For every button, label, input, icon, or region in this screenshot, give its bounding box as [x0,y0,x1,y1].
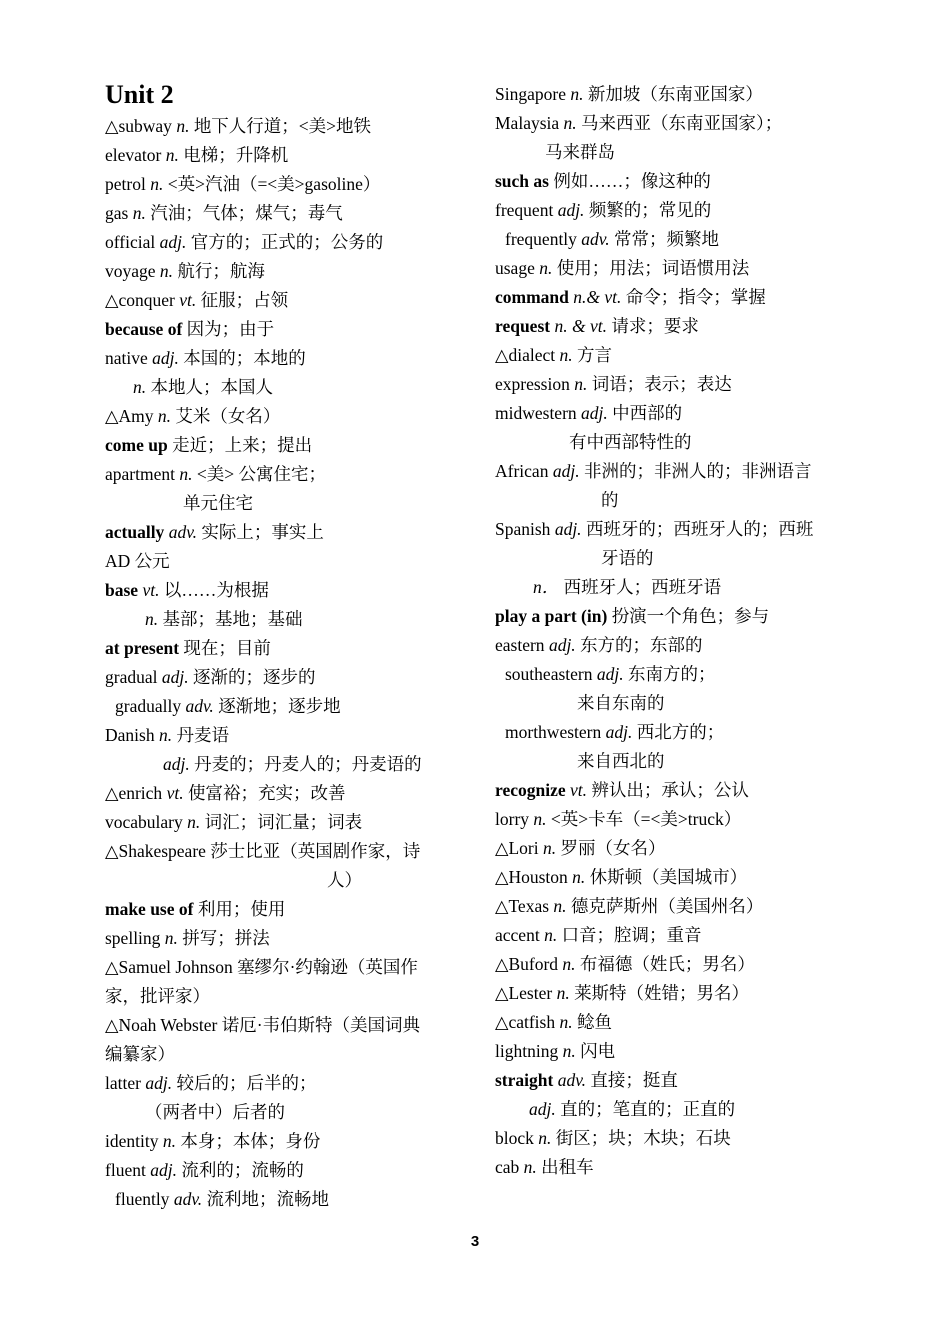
entry-pos: n. [159,261,174,281]
entry-word: Malaysia [495,113,560,133]
entry-meaning: 口音；腔调；重音 [561,925,702,945]
entry-meaning: 官方的；正式的；公务的 [190,232,384,252]
entry-pos: adv. [168,522,198,542]
vocab-entry [495,1037,865,1066]
entry-meaning: 本国的；本地的 [183,348,306,368]
vocab-entry [495,254,865,283]
entry-word: △Houston [495,867,568,887]
vocab-entry [495,1124,865,1153]
entry-word: Spanish [495,519,551,539]
entry-word: vocabulary [105,812,183,832]
entry-word: eastern [495,635,545,655]
entry-pos: adv. [185,696,214,716]
entry-word: official [105,232,156,252]
entry-word: usage [495,258,535,278]
entry-word: gradual [105,667,158,687]
vocab-entry [105,837,475,866]
entry-word: petrol [105,174,146,194]
entry-pos: n. [162,1131,176,1151]
vocab-entry [495,602,865,631]
entry-meaning: 诺厄·韦伯斯特（美国词典 [221,1015,421,1035]
entry-meaning: 非洲的；非洲人的；非洲语言 [583,461,812,481]
entry-pos: n. [538,1128,552,1148]
entry-pos: vt. [179,290,197,310]
entry-meaning: 单元住宅 [183,493,253,513]
vocab-entry [105,286,475,315]
entry-pos: adj. [554,519,582,539]
entry-word: expression [495,374,570,394]
entry-word: △dialect [495,345,556,365]
unit-title: Unit 2 [105,80,174,109]
vocab-entry [495,515,865,544]
entry-meaning: 街区；块；木块；石块 [555,1128,731,1148]
entry-pos: n. [553,896,567,916]
entry-pos: n. [132,203,146,223]
vocab-entry [105,663,475,692]
vocab-entry [495,109,865,138]
vocab-entry [105,402,475,431]
vocab-entry [105,170,475,199]
entry-meaning: 直接；挺直 [590,1070,678,1090]
vocab-entry [495,457,865,486]
entry-meaning: 利用；使用 [197,899,286,919]
entry-word: cab [495,1157,520,1177]
vocab-entry [105,141,475,170]
entry-word: gas [105,203,129,223]
entry-pos: n. [559,345,573,365]
entry-word: because of [105,319,183,339]
entry-meaning: 实际上；事实上 [201,522,324,542]
vocab-entry [495,370,865,399]
entry-meaning: 牙语的 [601,548,654,568]
entry-meaning: 逐渐地；逐步地 [218,696,341,716]
vocab-entry [105,1127,475,1156]
entry-word: play a part (in) [495,606,608,626]
entry-word: △Samuel Johnson [105,957,233,977]
vocab-entry [105,1011,475,1040]
entry-pos: n.& vt. [573,287,622,307]
entry-meaning: 东方的；东部的 [580,635,703,655]
vocab-entry [105,112,475,141]
vocab-entry [105,982,475,1011]
vocab-entry [495,138,865,167]
vocab-entry [495,834,865,863]
entry-meaning: 马来群岛 [545,142,615,162]
entry-word: △Shakespeare [105,841,206,861]
vocab-entry [495,1153,865,1182]
vocab-entry [105,1098,475,1127]
vocab-entry [495,979,865,1008]
entry-meaning: 莱斯特（姓错；男名） [574,983,750,1003]
entry-meaning: <英>汽油（=<美>gasoline） [167,174,381,194]
entry-pos: adj. [161,667,189,687]
entry-meaning: 常常；频繁地 [614,229,720,249]
entry-word: △Noah Webster [105,1015,218,1035]
entry-pos: adj. [163,754,190,774]
entry-meaning: 有中西部特性的 [569,432,692,452]
entry-meaning: 丹麦语 [176,725,229,745]
entry-meaning: 的 [601,490,619,510]
entry-meaning: 来自东南的 [577,693,665,713]
entry-pos: adj. [529,1099,556,1119]
vocab-entry [105,1069,475,1098]
entry-pos: n. [562,1041,576,1061]
vocab-entry [495,631,865,660]
entry-pos: n. [187,812,201,832]
vocab-entry [495,80,865,109]
entry-pos: adj. [548,635,576,655]
entry-pos: adj. [552,461,580,481]
entry-meaning: 休斯顿（美国城市） [589,867,748,887]
entry-meaning: 使富裕；充实；改善 [187,783,346,803]
vocab-entry [105,518,475,547]
entry-pos: vt. [142,580,160,600]
entry-meaning: 较后的；后半的； [176,1073,317,1093]
entry-meaning: 布福德（姓氏；男名） [579,954,755,974]
entry-word: △conquer [105,290,175,310]
entry-pos: n. [133,377,147,397]
entry-meaning: 命令；指令；掌握 [625,287,766,307]
entry-word: base [105,580,139,600]
entry-meaning: 闪电 [580,1041,616,1061]
entry-pos: n. [150,174,164,194]
vocab-entry [495,225,865,254]
entry-pos: n. [145,609,159,629]
entry-meaning: 出租车 [541,1157,594,1177]
entry-meaning: 来自西北的 [577,751,665,771]
vocab-entry [105,895,475,924]
entry-pos: n. [539,258,553,278]
left-column [105,80,475,1214]
entry-word: apartment [105,464,175,484]
entry-pos: n. [572,867,586,887]
entry-word: morthwestern [505,722,602,742]
vocab-entry [495,1066,865,1095]
entry-meaning: 现在；目前 [183,638,271,658]
vocab-entry [105,315,475,344]
vocab-entry [495,1008,865,1037]
vocab-entry [495,950,865,979]
entry-meaning: 例如……；像这种的 [553,171,711,191]
entry-word: △enrich [105,783,163,803]
entry-word: African [495,461,549,481]
vocab-entry [105,750,475,779]
entry-pos: adj. [159,232,187,252]
vocab-entry [105,489,475,518]
entry-meaning: 扮演一个角色；参与 [611,606,770,626]
vocab-entry [105,692,475,721]
vocab-entry [105,257,475,286]
entry-meaning: 本地人；本国人 [150,377,273,397]
entry-meaning: 西班牙的；西班牙人的；西班 [585,519,814,539]
vocab-entry [495,283,865,312]
entry-pos: adj. [145,1073,173,1093]
entry-meaning: 因为；由于 [186,319,275,339]
vocab-entry [495,805,865,834]
entry-word: latter [105,1073,141,1093]
entry-meaning: 汽油；气体；煤气；毒气 [150,203,343,223]
entry-pos: n. [542,838,557,858]
entry-meaning: 罗丽（女名） [560,838,666,858]
entry-meaning: 鲶鱼 [576,1012,612,1032]
entry-word: make use of [105,899,194,919]
entry-meaning: 词汇；词汇量；词表 [204,812,363,832]
entry-pos: n. [176,116,190,136]
entry-pos: n． [533,577,560,597]
entry-meaning: 新加坡（东南亚国家） [587,84,763,104]
entry-meaning: 西班牙人；西班牙语 [563,577,722,597]
entry-meaning: 地下人行道；<美>地铁 [193,116,372,136]
vocab-entry [105,808,475,837]
vocab-entry [495,863,865,892]
entry-pos: adj. [150,1160,177,1180]
entry-meaning: 频繁的；常见的 [588,200,712,220]
entry-word: lorry [495,809,530,829]
entry-pos: n. [164,928,178,948]
vocab-entry [105,547,475,576]
entry-pos: vt. [166,783,184,803]
entry-word: request [495,316,551,336]
vocab-entry [105,576,475,605]
vocab-entry [495,921,865,950]
entry-meaning: 航行；航海 [177,261,265,281]
entry-meaning: 人） [327,870,362,890]
entry-pos: n. [574,374,588,394]
entry-meaning: 拼写；拼法 [182,928,270,948]
entry-word: accent [495,925,540,945]
entry-pos: n. [562,954,576,974]
entry-word: recognize [495,780,566,800]
entry-pos: n. [533,809,547,829]
entry-meaning: 中西部的 [612,403,683,423]
entry-word: fluent [105,1160,146,1180]
entry-pos: adv. [173,1189,203,1209]
entry-word: △subway [105,116,172,136]
vocab-entry [495,747,865,776]
entry-meaning: 逐渐的；逐步的 [192,667,316,687]
entry-pos: n. [179,464,193,484]
right-column [495,80,865,1182]
entry-pos: n. & vt. [554,316,607,336]
entry-word: southeastern [505,664,593,684]
entry-meaning: 方言 [576,345,612,365]
vocab-entry [495,486,865,515]
entry-word: come up [105,435,168,455]
entry-word: Singapore [495,84,566,104]
entry-meaning: 流利的；流畅的 [181,1160,304,1180]
entry-pos: adj. [581,403,608,423]
entry-meaning: 家，批评家） [105,986,210,1006]
entry-meaning: 塞缪尔·约翰逊（英国作 [237,957,418,977]
entry-pos: n. [158,725,173,745]
entry-meaning: 编纂家） [105,1044,175,1064]
entry-meaning: 请求；要求 [611,316,699,336]
entry-meaning: <美> 公寓住宅； [196,464,326,484]
entry-meaning: <英>卡车（=<美>truck） [550,809,742,829]
entry-word: identity [105,1131,159,1151]
entry-meaning: 流利地；流畅地 [206,1189,330,1209]
entry-meaning: 德克萨斯州（美国州名） [570,896,764,916]
entry-meaning: 基部；基地；基础 [162,609,303,629]
vocab-entry [105,1156,475,1185]
entry-word: native [105,348,148,368]
entry-pos: adv. [557,1070,587,1090]
vocab-entry [105,344,475,373]
entry-word: △Amy [105,406,154,426]
entry-meaning: 电梯；升降机 [183,145,289,165]
entry-pos: vt. [570,780,588,800]
entry-word: △Buford [495,954,559,974]
vocab-entry [495,312,865,341]
entry-word: frequently [505,229,577,249]
vocab-entry [495,1095,865,1124]
entry-meaning: 直的；笔直的；正直的 [560,1099,736,1119]
page-number: 3 [470,1233,480,1250]
entry-word: △catfish [495,1012,556,1032]
entry-word: spelling [105,928,161,948]
vocab-entry [495,544,865,573]
vocab-entry [105,953,475,982]
entry-word: △Lori [495,838,539,858]
vocab-entry [495,689,865,718]
vocab-entry [495,399,865,428]
vocab-entry [495,341,865,370]
entry-word: △Texas [495,896,550,916]
vocab-entry [495,718,865,747]
vocab-entry [495,428,865,457]
entry-word: at present [105,638,180,658]
vocab-entry [495,660,865,689]
entry-word: △Lester [495,983,553,1003]
vocab-entry [105,605,475,634]
entry-pos: n. [556,983,570,1003]
vocab-entry [105,721,475,750]
entry-word: lightning [495,1041,559,1061]
entry-word: straight [495,1070,554,1090]
entry-meaning: 西北方的； [636,722,725,742]
entry-pos: n. [563,113,577,133]
right-entry-list [495,80,865,1182]
vocab-entry [105,373,475,402]
entry-meaning: 走近；上来；提出 [172,435,313,455]
vocab-entry [495,573,865,602]
entry-pos: adj. [605,722,633,742]
entry-pos: n. [157,406,171,426]
entry-meaning: 征服；占领 [200,290,289,310]
entry-pos: adj. [152,348,179,368]
vocab-entry [105,431,475,460]
entry-pos: n. [544,925,558,945]
entry-word: voyage [105,261,156,281]
entry-word: fluently [115,1189,170,1209]
entry-meaning: 东南方的； [627,664,716,684]
entry-pos: adj. [557,200,585,220]
vocab-entry [105,1040,475,1069]
vocab-entry [105,866,475,895]
entry-meaning: 词语；表示；表达 [591,374,732,394]
vocab-entry [105,779,475,808]
entry-word: block [495,1128,534,1148]
left-entry-list [105,112,475,1214]
entry-meaning: 艾米（女名） [175,406,281,426]
entry-word: Danish [105,725,155,745]
entry-meaning: （两者中）后者的 [145,1102,285,1122]
entry-word: midwestern [495,403,577,423]
entry-word: AD [105,551,131,571]
entry-pos: n. [570,84,584,104]
vocab-entry [105,1185,475,1214]
entry-word: elevator [105,145,162,165]
entry-pos: n. [559,1012,573,1032]
vocab-entry [105,634,475,663]
entry-pos: n. [523,1157,537,1177]
entry-meaning: 公元 [134,551,170,571]
vocab-entry [495,196,865,225]
entry-meaning: 马来西亚（东南亚国家）； [581,113,783,133]
entry-word: such as [495,171,549,191]
vocab-entry [105,199,475,228]
entry-meaning: 以……为根据 [163,580,269,600]
entry-meaning: 辨认出；承认；公认 [591,780,749,800]
vocab-entry [105,228,475,257]
vocab-entry [495,892,865,921]
entry-meaning: 莎士比亚（英国剧作家，诗 [210,841,421,861]
vocab-entry [105,460,475,489]
entry-word: command [495,287,569,307]
entry-meaning: 丹麦的；丹麦人的；丹麦语的 [194,754,422,774]
vocab-entry [495,167,865,196]
vocab-entry [105,924,475,953]
entry-word: gradually [115,696,182,716]
entry-meaning: 使用；用法；词语惯用法 [556,258,750,278]
entry-word: frequent [495,200,554,220]
entry-pos: adj. [596,664,624,684]
entry-pos: n. [165,145,179,165]
entry-pos: adv. [581,229,610,249]
vocab-entry [495,776,865,805]
entry-word: actually [105,522,165,542]
entry-meaning: 本身；本体；身份 [180,1131,321,1151]
